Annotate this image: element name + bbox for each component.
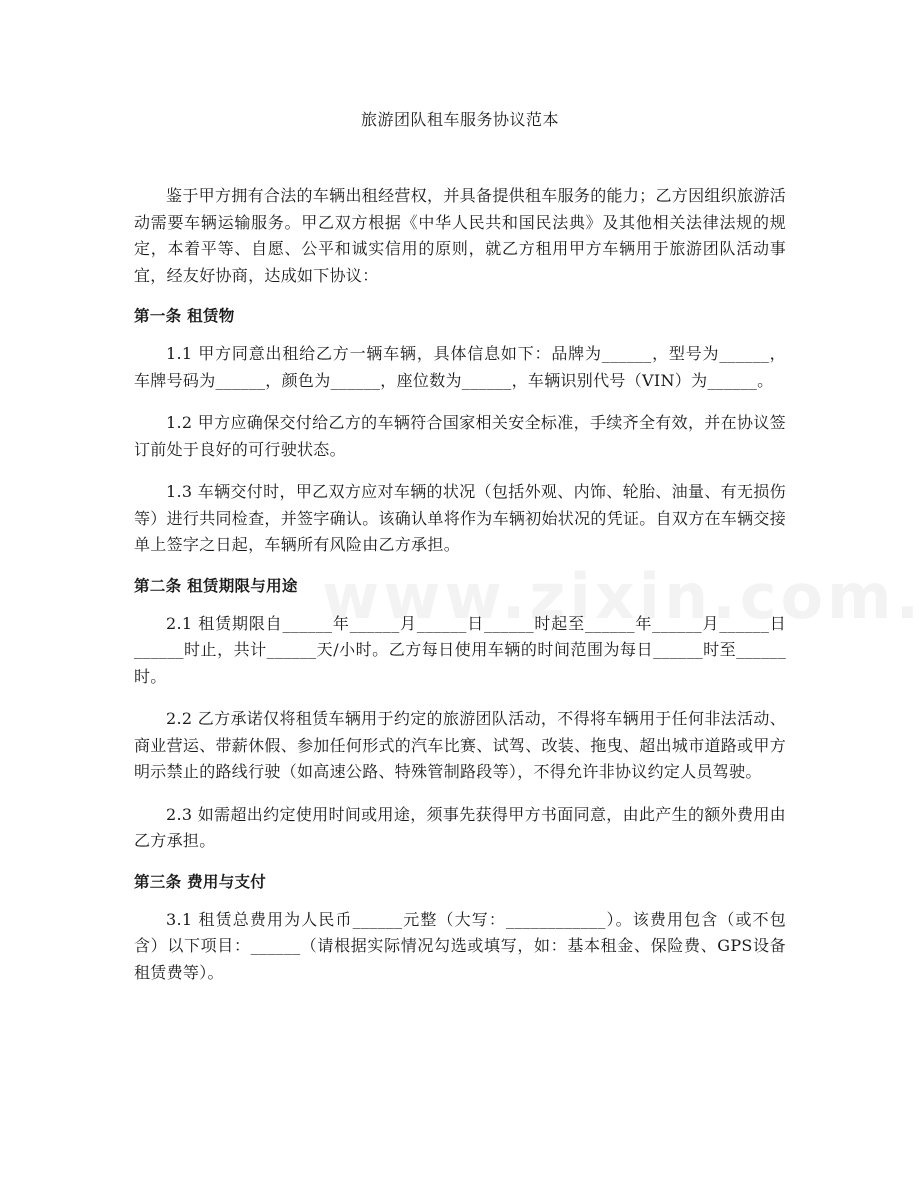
clause-1-1 [134,341,786,394]
clause-2-3 [134,802,786,855]
section-heading-1: 第一条 租赁物 [134,307,235,325]
clause-1-3 [134,479,786,559]
clause-text: 1.2 甲方应确保交付给乙方的车辆符合国家相关安全标准，手续齐全有效，并在协议签订前处于良好的可行驶状态。 [134,413,786,459]
section-heading-2: 第二条 租赁期限与用途 [134,576,298,595]
intro-block [134,183,786,289]
section-heading-3: 第三条 费用与支付 [134,872,267,891]
clause-text: 2.2 乙方承诺仅将租赁车辆用于约定的旅游团队活动，不得将车辆用于任何非法活动、商业营运、带薪休假、参加任何形式的汽车比赛、试驾、改装、拖曳、超出城市道路或甲方明示禁止的路线行驶（如高速公路、特殊管制路段等），不得允许非协议约定人员驾驶。 [134,709,787,781]
clause-3-1 [134,907,786,987]
document-page [134,0,786,986]
clause-text: 2.3 如需超出约定使用时间或用途，须事先获得甲方书面同意，由此产生的额外费用由乙方承担。 [134,804,786,850]
clause-text: 2.1 租赁期限自______年______月______日______时起至______年______月______日______时止，共计______天/小时。乙方每日使用车辆的时间范围为每日______时至______时。 [134,613,786,686]
clause-text: 1.1 甲方同意出租给乙方一辆车辆，具体信息如下：品牌为______，型号为______，车牌号码为______，颜色为______，座位数为______，车辆识别代号（VIN）为______。 [134,344,786,390]
clause-text: 1.3 车辆交付时，甲乙双方应对车辆的状况（包括外观、内饰、轮胎、油量、有无损伤等）进行共同检查，并签字确认。该确认单将作为车辆初始状况的凭证。自双方在车辆交接单上签字之日起，车辆所有风险由乙方承担。 [134,482,787,554]
clause-text: 3.1 租赁总费用为人民币______元整（大写：____________）。该费用包含（或不包含）以下项目：______（请根据实际情况勾选或填写，如：基本租金、保险费、GPS设备租赁费等）。 [134,909,786,982]
document-title: 旅游团队租车服务协议范本 [360,110,559,129]
clause-2-1 [134,611,786,691]
clause-1-2 [134,410,786,463]
intro-paragraph: 鉴于甲方拥有合法的车辆出租经营权，并具备提供租车服务的能力；乙方因组织旅游活动需要车辆运输服务。甲乙双方根据《中华人民共和国民法典》及其他相关法律法规的规定，本着平等、自愿、公平和诚实信用的原则，就乙方租用甲方车辆用于旅游团队活动事宜，经友好协商，达成如下协议： [134,186,786,285]
clause-2-2 [134,706,786,786]
